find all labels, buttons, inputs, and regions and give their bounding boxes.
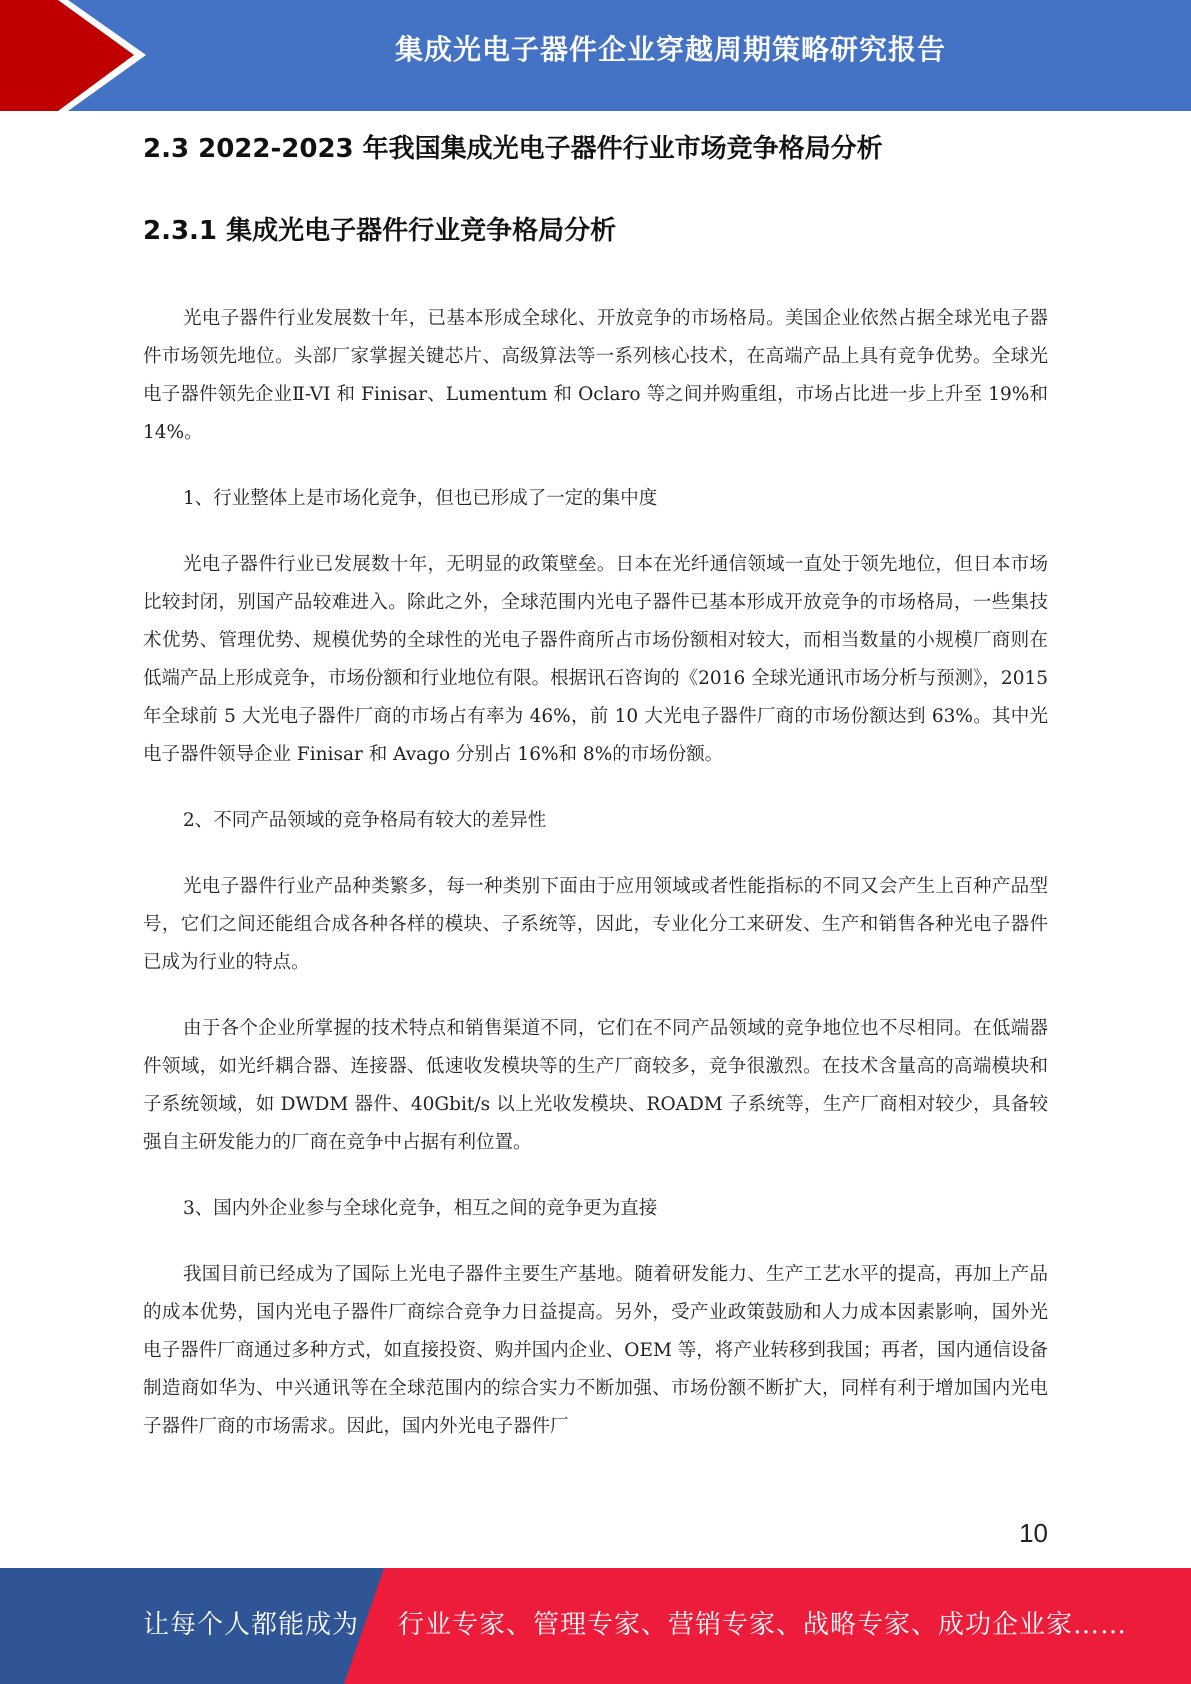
point-heading: 2、不同产品领域的竞争格局有较大的差异性	[183, 810, 547, 831]
paragraph: 由于各个企业所掌握的技术特点和销售渠道不同，它们在不同产品领域的竞争地位也不尽相同。在低端器件领域，如光纤耦合器、连接器、低速收发模块等的生产厂商较多，竞争很激烈。在技术含量高的高端模块和子系统领域，如 DWDM 器件、40Gbit/s 以上光收发模块、ROADM 子系统等，生产厂商相对较少，具备较强自主研发能力的厂商在竞争中占据有利位置。	[143, 1018, 1048, 1153]
report-title: 集成光电子器件企业穿越周期策略研究报告	[394, 33, 946, 66]
section-heading: 2.3 2022-2023 年我国集成光电子器件行业市场竞争格局分析	[143, 134, 883, 164]
footer-slogan-right: 行业专家、管理专家、营销专家、战略专家、成功企业家……	[398, 1610, 1128, 1640]
subsection-heading: 2.3.1 集成光电子器件行业竞争格局分析	[143, 216, 617, 246]
paragraph: 光电子器件行业发展数十年，已基本形成全球化、开放竞争的市场格局。美国企业依然占据全球光电子器件市场领先地位。头部厂家掌握关键芯片、高级算法等一系列核心技术，在高端产品上具有竞争优势。全球光电子器件领先企业Ⅱ-VI 和 Finisar、Lumentum 和 Oclaro 等之间并购重组，市场占比进一步上升至 19%和 14%。	[143, 308, 1048, 443]
header-arrow-decoration	[0, 0, 150, 111]
point-heading: 1、行业整体上是市场化竞争，但也已形成了一定的集中度	[183, 488, 658, 509]
paragraph: 我国目前已经成为了国际上光电子器件主要生产基地。随着研发能力、生产工艺水平的提高，再加上产品的成本优势，国内光电子器件厂商综合竞争力日益提高。另外，受产业政策鼓励和人力成本因素影响，国外光电子器件厂商通过多种方式，如直接投资、购并国内企业、OEM 等，将产业转移到我国；再者，国内通信设备制造商如华为、中兴通讯等在全球范围内的综合实力不断加强、市场份额不断扩大，同样有利于增加国内光电子器件厂商的市场需求。因此，国内外光电子器件厂	[143, 1264, 1048, 1437]
page-number: 10	[1019, 1518, 1048, 1548]
paragraph: 光电子器件行业产品种类繁多，每一种类别下面由于应用领域或者性能指标的不同又会产生上百种产品型号，它们之间还能组合成各种各样的模块、子系统等，因此，专业化分工来研发、生产和销售各种光电子器件已成为行业的特点。	[143, 876, 1048, 973]
paragraph: 光电子器件行业已发展数十年，无明显的政策壁垒。日本在光纤通信领域一直处于领先地位，但日本市场比较封闭，别国产品较难进入。除此之外，全球范围内光电子器件已基本形成开放竞争的市场格局，一些集技术优势、管理优势、规模优势的全球性的光电子器件商所占市场份额相对较大，而相当数量的小规模厂商则在低端产品上形成竞争，市场份额和行业地位有限。根据讯石咨询的《2016 全球光通讯市场分析与预测》，2015 年全球前 5 大光电子器件厂商的市场占有率为 46%，前 10 大光电子器件厂商的市场份额达到 63%。其中光电子器件领导企业 Finisar 和 Avago 分别占 16%和 8%的市场份额。	[143, 554, 1048, 765]
footer-slogan-left: 让每个人都能成为	[143, 1610, 360, 1640]
document-body	[143, 128, 1048, 1446]
point-heading: 3、国内外企业参与全球化竞争，相互之间的竞争更为直接	[183, 1198, 658, 1219]
header-banner	[0, 0, 1191, 111]
footer-banner	[0, 1568, 1191, 1684]
